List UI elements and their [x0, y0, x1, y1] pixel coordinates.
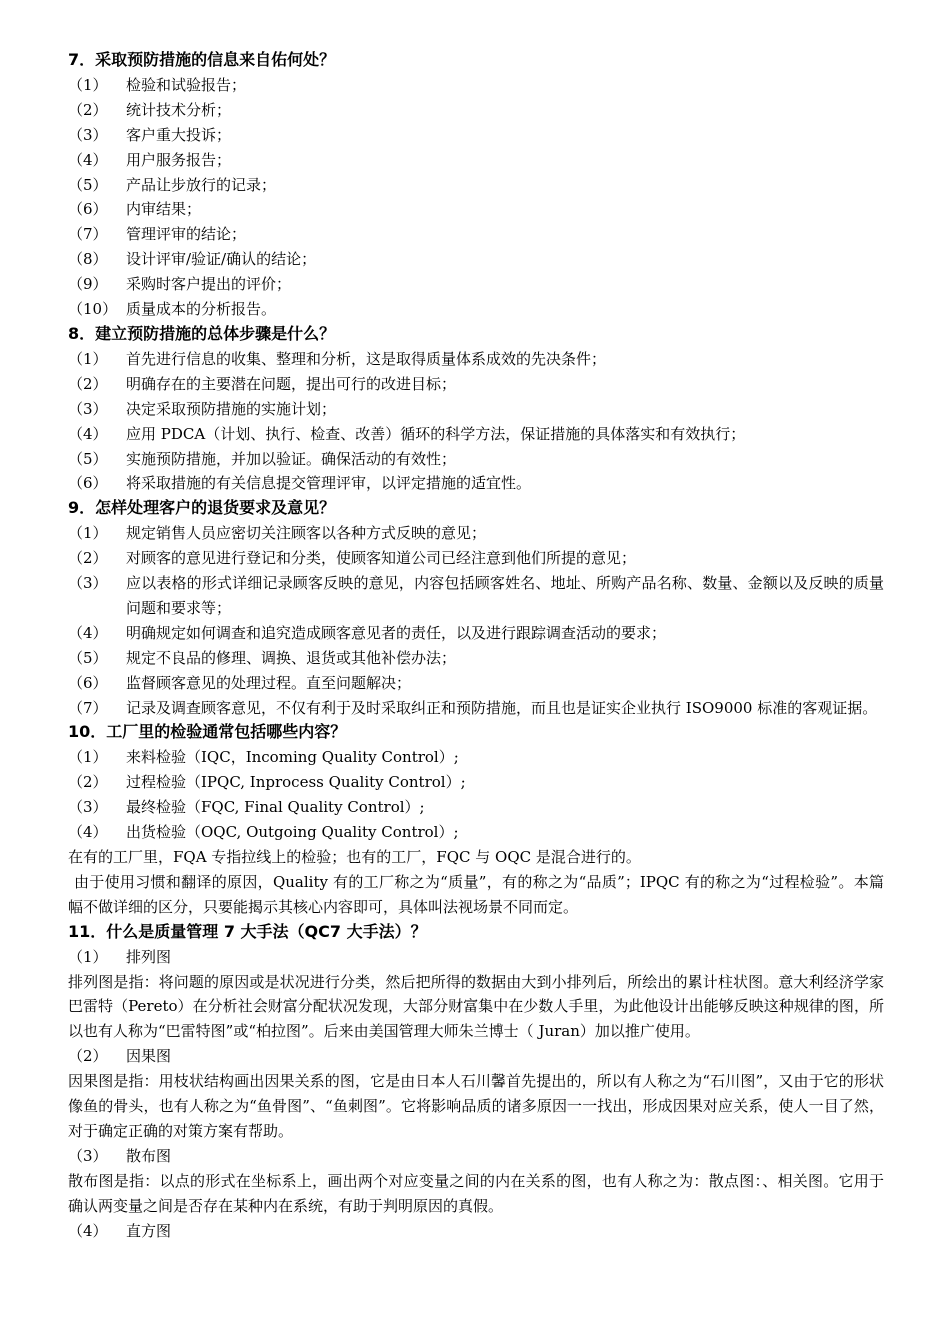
section-heading-q10: 10．工厂里的检验通常包括哪些内容？ [68, 722, 347, 742]
item-number: （4） [68, 424, 108, 443]
item-text: 应用 PDCA（计划、执行、检查、改善）循环的科学方法，保证措施的具体落实和有效执行； [126, 424, 746, 443]
list-item [68, 521, 884, 546]
subsection-heading [68, 945, 884, 970]
q10-list [68, 745, 884, 845]
section-heading-q7: 7．采取预防措施的信息来自佑何处？ [68, 50, 336, 69]
list-item [68, 148, 884, 173]
subsection-heading [68, 1219, 884, 1244]
item-number: （4） [68, 823, 108, 842]
item-number: （1） [68, 748, 108, 767]
item-number: （4） [68, 150, 108, 169]
item-number: （6） [68, 474, 108, 493]
subsection-heading [68, 1044, 884, 1069]
list-item [68, 272, 884, 297]
list-item [68, 770, 884, 795]
q9-list [68, 521, 884, 720]
q7-list [68, 73, 884, 322]
paragraph: 由于使用习惯和翻译的原因，Quality 有的工厂称之为“质量”，有的称之为“品质”；IPQC 有的称之为“过程检验”。本篇幅不做详细的区分，只要能揭示其核心内容即可，具体叫法视场景不同而定。 [68, 872, 884, 916]
item-text: 客户重大投诉； [126, 125, 232, 144]
item-number: （7） [68, 225, 108, 244]
item-number: （9） [68, 275, 108, 294]
item-number: （2） [68, 374, 108, 393]
subsection-title: 直方图 [126, 1221, 172, 1240]
list-item [68, 222, 884, 247]
paragraph: 在有的工厂里，FQA 专指拉线上的检验；也有的工厂，FQC 与 OQC 是混合进行的。 [68, 848, 641, 866]
item-number: （3） [68, 574, 108, 593]
list-item [68, 73, 884, 98]
item-text: 明确规定如何调查和追究造成顾客意见者的责任，以及进行跟踪调查活动的要求； [126, 623, 667, 642]
item-text: 明确存在的主要潜在问题，提出可行的改进目标； [126, 374, 457, 393]
list-item [68, 571, 884, 621]
item-text: 内审结果； [126, 200, 202, 219]
item-number: （1） [68, 947, 108, 966]
item-number: （3） [68, 399, 108, 418]
item-text: 出货检验（OQC, Outgoing Quality Control）; [126, 823, 459, 842]
item-text: 监督顾客意见的处理过程。直至问题解决； [126, 673, 412, 692]
item-number: （1） [68, 349, 108, 368]
item-text: 将采取措施的有关信息提交管理评审，以评定措施的适宜性。 [126, 474, 532, 493]
list-item [68, 696, 884, 721]
list-item [68, 447, 884, 472]
item-number: （7） [68, 698, 108, 717]
item-number: （2） [68, 549, 108, 568]
item-number: （6） [68, 200, 108, 219]
list-item [68, 297, 884, 322]
list-item [68, 422, 884, 447]
list-item [68, 98, 884, 123]
paragraph: 排列图是指：将问题的原因或是状况进行分类，然后把所得的数据由大到小排列后，所绘出的累计柱状图。意大利经济学家巴雷特（Pereto）在分析社会财富分配状况发现，大部分财富集中在少数人手里，为此他设计出能够反映这种规律的图，所以也有人称为“巴雷特图”或“柏拉图”。后来由美国管理大师朱兰博士（ Juran）加以推广使用。 [68, 972, 884, 1041]
list-item [68, 173, 884, 198]
document-page [68, 48, 884, 1244]
list-item [68, 247, 884, 272]
item-number: （3） [68, 1146, 108, 1165]
item-text: 首先进行信息的收集、整理和分析，这是取得质量体系成效的先决条件； [126, 349, 607, 368]
list-item [68, 745, 884, 770]
item-number: （5） [68, 648, 108, 667]
item-text: 过程检验（IPQC, Inprocess Quality Control）; [126, 773, 466, 792]
subsection-title: 排列图 [126, 947, 172, 966]
list-item [68, 471, 884, 496]
list-item [68, 123, 884, 148]
item-number: （4） [68, 623, 108, 642]
subsection-title: 因果图 [126, 1047, 172, 1066]
list-item [68, 795, 884, 820]
item-text: 质量成本的分析报告。 [126, 300, 277, 319]
item-number: （5） [68, 449, 108, 468]
item-text: 来料检验（IQC，Incoming Quality Control）; [126, 748, 459, 767]
item-text: 实施预防措施，并加以验证。确保活动的有效性； [126, 449, 457, 468]
section-heading-q11: 11．什么是质量管理 7 大手法（QC7 大手法）？ [68, 921, 427, 941]
item-text: 检验和试验报告； [126, 75, 247, 94]
item-text: 规定销售人员应密切关注顾客以各种方式反映的意见； [126, 524, 487, 543]
item-number: （2） [68, 1047, 108, 1066]
list-item [68, 347, 884, 372]
item-number: （1） [68, 75, 108, 94]
paragraph: 散布图是指：以点的形式在坐标系上，画出两个对应变量之间的内在关系的图，也有人称之为：散点图：、相关图。它用于确认两变量之间是否存在某种内在系统，有助于判明原因的真假。 [68, 1171, 884, 1215]
list-item [68, 820, 884, 845]
item-number: （1） [68, 524, 108, 543]
section-heading-q9: 9．怎样处理客户的退货要求及意见？ [68, 498, 336, 518]
item-text: 设计评审/验证/确认的结论； [126, 250, 317, 269]
section-heading-q8: 8．建立预防措施的总体步骤是什么？ [68, 323, 336, 343]
item-number: （8） [68, 250, 108, 269]
subsection-title: 散布图 [126, 1146, 172, 1165]
item-text: 应以表格的形式详细记录顾客反映的意见，内容包括顾客姓名、地址、所购产品名称、数量、金额以及反映的质量问题和要求等； [126, 574, 884, 617]
list-item [68, 646, 884, 671]
item-number: （3） [68, 125, 108, 144]
item-text: 记录及调查顾客意见，不仅有利于及时采取纠正和预防措施，而且也是证实企业执行 ISO9000 标准的客观证据。 [126, 698, 878, 717]
q8-list [68, 347, 884, 496]
item-text: 统计技术分析； [126, 100, 232, 119]
item-number: （3） [68, 798, 108, 817]
list-item [68, 546, 884, 571]
item-text: 管理评审的结论； [126, 225, 247, 244]
list-item [68, 621, 884, 646]
item-number: （2） [68, 773, 108, 792]
item-text: 规定不良品的修理、调换、退货或其他补偿办法； [126, 648, 457, 667]
item-number: （10） [68, 300, 118, 319]
item-text: 产品让步放行的记录； [126, 175, 277, 194]
item-text: 最终检验（FQC, Final Quality Control）; [126, 798, 425, 817]
item-text: 用户服务报告； [126, 150, 232, 169]
item-number: （4） [68, 1221, 108, 1240]
list-item [68, 197, 884, 222]
item-number: （6） [68, 673, 108, 692]
subsection-heading [68, 1144, 884, 1169]
list-item [68, 671, 884, 696]
list-item [68, 372, 884, 397]
item-text: 决定采取预防措施的实施计划； [126, 399, 337, 418]
list-item [68, 397, 884, 422]
paragraph: 因果图是指：用枝状结构画出因果关系的图，它是由日本人石川馨首先提出的，所以有人称之为“石川图”，又由于它的形状像鱼的骨头，也有人称之为“鱼骨图”、“鱼刺图”。它将影响品质的诸多原因一一找出，形成因果对应关系，使人一目了然，对于确定正确的对策方案有帮助。 [68, 1072, 884, 1140]
item-number: （5） [68, 175, 108, 194]
item-text: 对顾客的意见进行登记和分类，使顾客知道公司已经注意到他们所提的意见； [126, 549, 637, 568]
item-text: 采购时客户提出的评价； [126, 275, 292, 294]
item-number: （2） [68, 100, 108, 119]
